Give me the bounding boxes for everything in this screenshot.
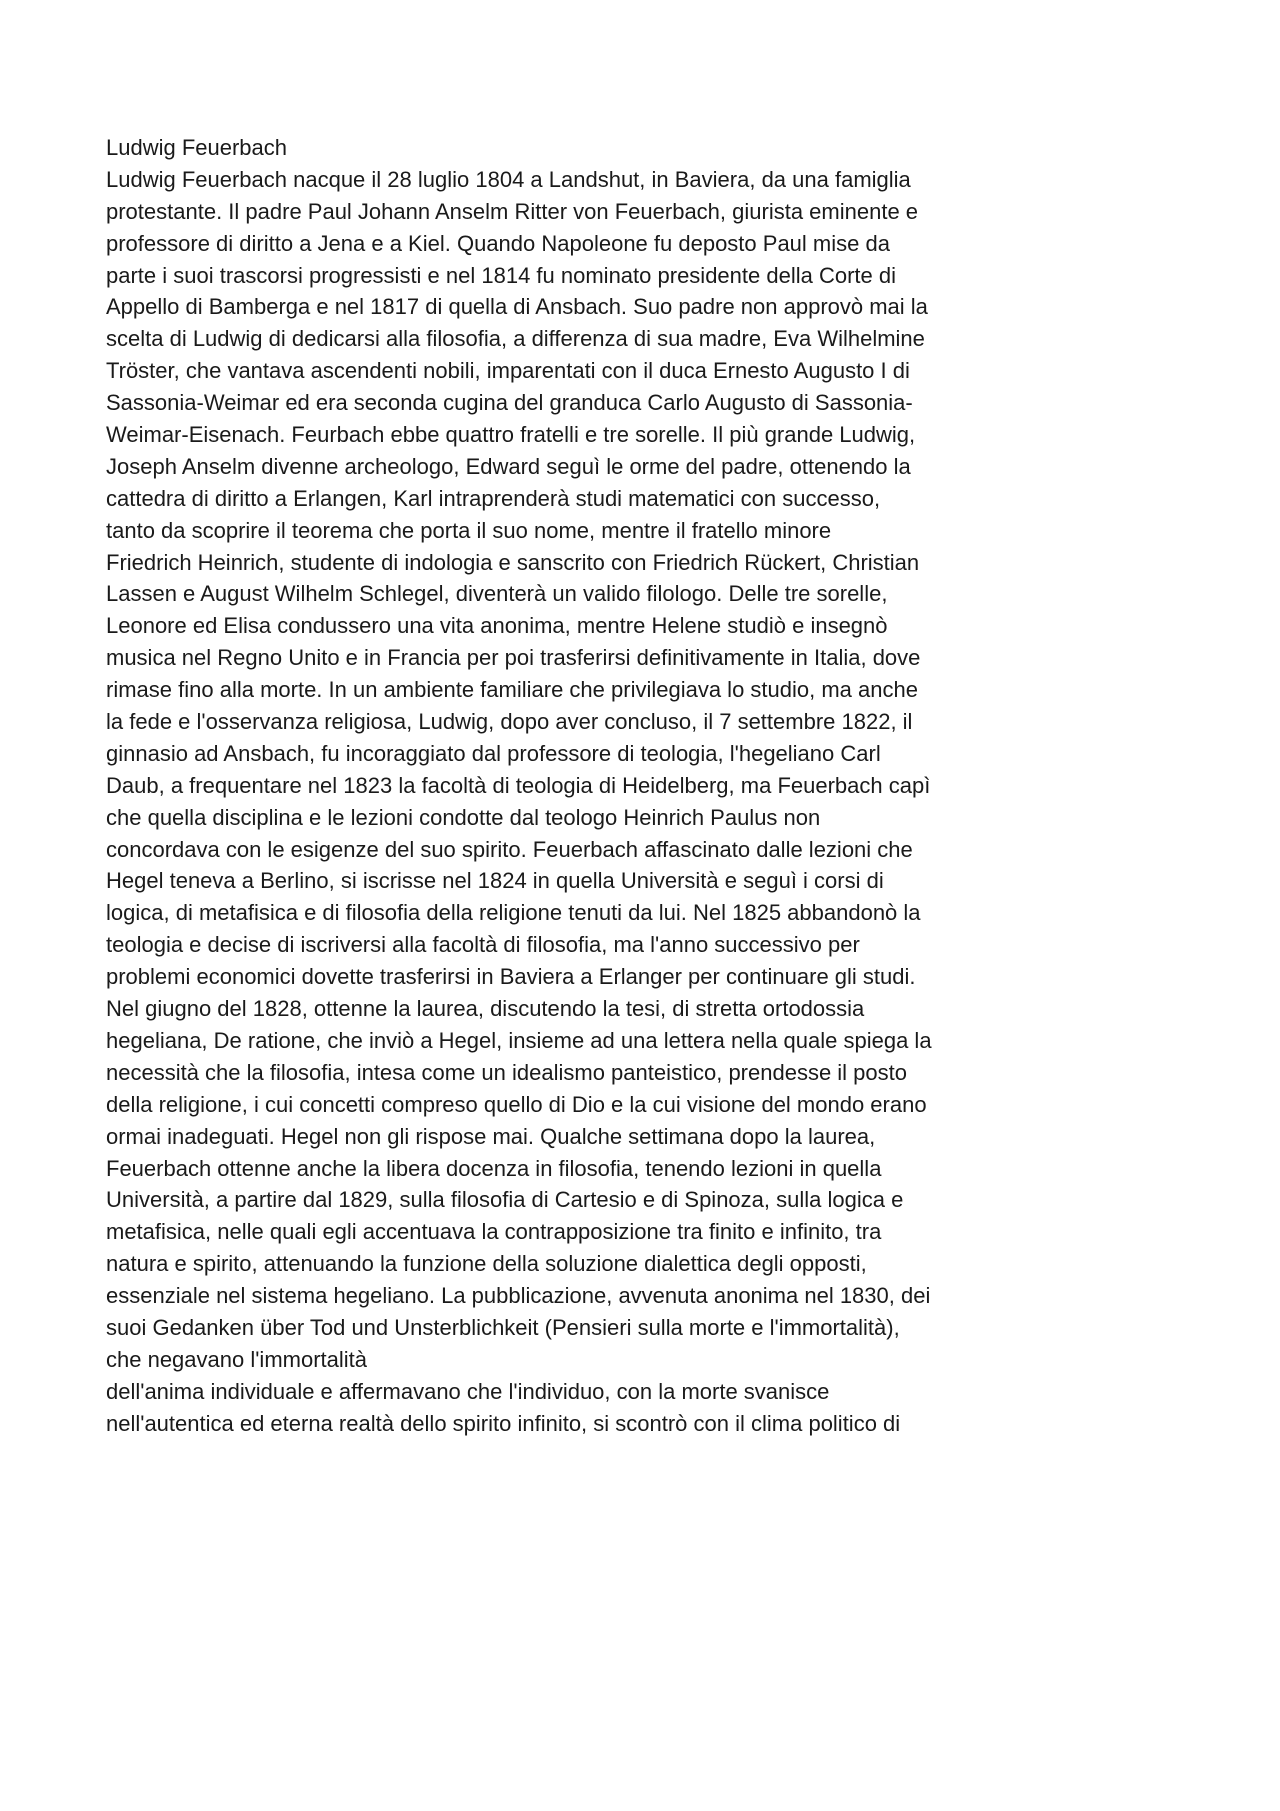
body-line: professore di diritto a Jena e a Kiel. Quando Napoleone fu deposto Paul mise da bbox=[106, 230, 890, 256]
body-line: teologia e decise di iscriversi alla facoltà di filosofia, ma l'anno successivo per bbox=[106, 932, 860, 958]
body-line: metafisica, nelle quali egli accentuava la contrapposizione tra finito e infinito, tra bbox=[106, 1219, 882, 1245]
body-line: Feuerbach ottenne anche la libera docenza in filosofia, tenendo lezioni in quella bbox=[106, 1155, 882, 1181]
body-line: rimase fino alla morte. In un ambiente familiare che privilegiava lo studio, ma anche bbox=[106, 677, 918, 703]
body-line: Weimar-Eisenach. Feurbach ebbe quattro fratelli e tre sorelle. Il più grande Ludwig, bbox=[106, 422, 916, 448]
body-line: logica, di metafisica e di filosofia della religione tenuti da lui. Nel 1825 abbandonò la bbox=[106, 900, 921, 926]
body-line: Università, a partire dal 1829, sulla filosofia di Cartesio e di Spinoza, sulla logica e bbox=[106, 1187, 904, 1213]
body-line: tanto da scoprire il teorema che porta il suo nome, mentre il fratello minore bbox=[106, 517, 832, 543]
body-line: Tröster, che vantava ascendenti nobili, imparentati con il duca Ernesto Augusto I di bbox=[106, 358, 910, 384]
body-line: Ludwig Feuerbach nacque il 28 luglio 1804 a Landshut, in Baviera, da una famiglia bbox=[106, 166, 911, 192]
body-line: dell'anima individuale e affermavano che l'individuo, con la morte svanisce bbox=[106, 1378, 830, 1404]
body-line: Daub, a frequentare nel 1823 la facoltà di teologia di Heidelberg, ma Feuerbach capì bbox=[106, 772, 931, 798]
body-line: nell'autentica ed eterna realtà dello spirito infinito, si scontrò con il clima politico di bbox=[106, 1410, 901, 1436]
body-line: necessità che la filosofia, intesa come un idealismo panteistico, prendesse il posto bbox=[106, 1059, 908, 1085]
body-line: Friedrich Heinrich, studente di indologia e sanscrito con Friedrich Rückert, Christian bbox=[106, 549, 920, 575]
body-line: che negavano l'immortalità bbox=[106, 1346, 368, 1372]
document-title: Ludwig Feuerbach bbox=[106, 135, 288, 160]
body-line: la fede e l'osservanza religiosa, Ludwig, dopo aver concluso, il 7 settembre 1822, il bbox=[106, 709, 913, 735]
body-line: natura e spirito, attenuando la funzione della soluzione dialettica degli opposti, bbox=[106, 1251, 867, 1277]
body-line: Sassonia-Weimar ed era seconda cugina del granduca Carlo Augusto di Sassonia- bbox=[106, 390, 913, 416]
body-line: della religione, i cui concetti compreso quello di Dio e la cui visione del mondo erano bbox=[106, 1091, 927, 1117]
document-body bbox=[106, 132, 1006, 1440]
body-line: ginnasio ad Ansbach, fu incoraggiato dal professore di teologia, l'hegeliano Carl bbox=[106, 740, 881, 766]
body-line: Leonore ed Elisa condussero una vita anonima, mentre Helene studiò e insegnò bbox=[106, 613, 888, 639]
body-line: ormai inadeguati. Hegel non gli rispose mai. Qualche settimana dopo la laurea, bbox=[106, 1123, 876, 1149]
body-line: suoi Gedanken über Tod und Unsterblichkeit (Pensieri sulla morte e l'immortalità), bbox=[106, 1314, 900, 1340]
body-line: cattedra di diritto a Erlangen, Karl intraprenderà studi matematici con successo, bbox=[106, 485, 881, 511]
body-line: Joseph Anselm divenne archeologo, Edward seguì le orme del padre, ottenendo la bbox=[106, 453, 911, 479]
body-line: Lassen e August Wilhelm Schlegel, diventerà un valido filologo. Delle tre sorelle, bbox=[106, 581, 888, 607]
body-line: protestante. Il padre Paul Johann Anselm Ritter von Feuerbach, giurista eminente e bbox=[106, 198, 919, 224]
body-line: che quella disciplina e le lezioni condotte dal teologo Heinrich Paulus non bbox=[106, 804, 821, 830]
body-line: Hegel teneva a Berlino, si iscrisse nel 1824 in quella Università e seguì i corsi di bbox=[106, 868, 884, 894]
body-line: musica nel Regno Unito e in Francia per poi trasferirsi definitivamente in Italia, dove bbox=[106, 645, 921, 671]
body-line: parte i suoi trascorsi progressisti e nel 1814 fu nominato presidente della Corte di bbox=[106, 262, 896, 288]
body-line: scelta di Ludwig di dedicarsi alla filosofia, a differenza di sua madre, Eva Wilhelmine bbox=[106, 326, 925, 352]
body-line: Appello di Bamberga e nel 1817 di quella di Ansbach. Suo padre non approvò mai la bbox=[106, 294, 928, 320]
body-line: Nel giugno del 1828, ottenne la laurea, discutendo la tesi, di stretta ortodossia bbox=[106, 996, 865, 1022]
body-line: problemi economici dovette trasferirsi in Baviera a Erlanger per continuare gli studi. bbox=[106, 964, 916, 990]
body-line: hegeliana, De ratione, che inviò a Hegel, insieme ad una lettera nella quale spiega la bbox=[106, 1027, 932, 1053]
body-line: essenziale nel sistema hegeliano. La pubblicazione, avvenuta anonima nel 1830, dei bbox=[106, 1283, 931, 1309]
body-line: concordava con le esigenze del suo spirito. Feuerbach affascinato dalle lezioni che bbox=[106, 836, 913, 862]
